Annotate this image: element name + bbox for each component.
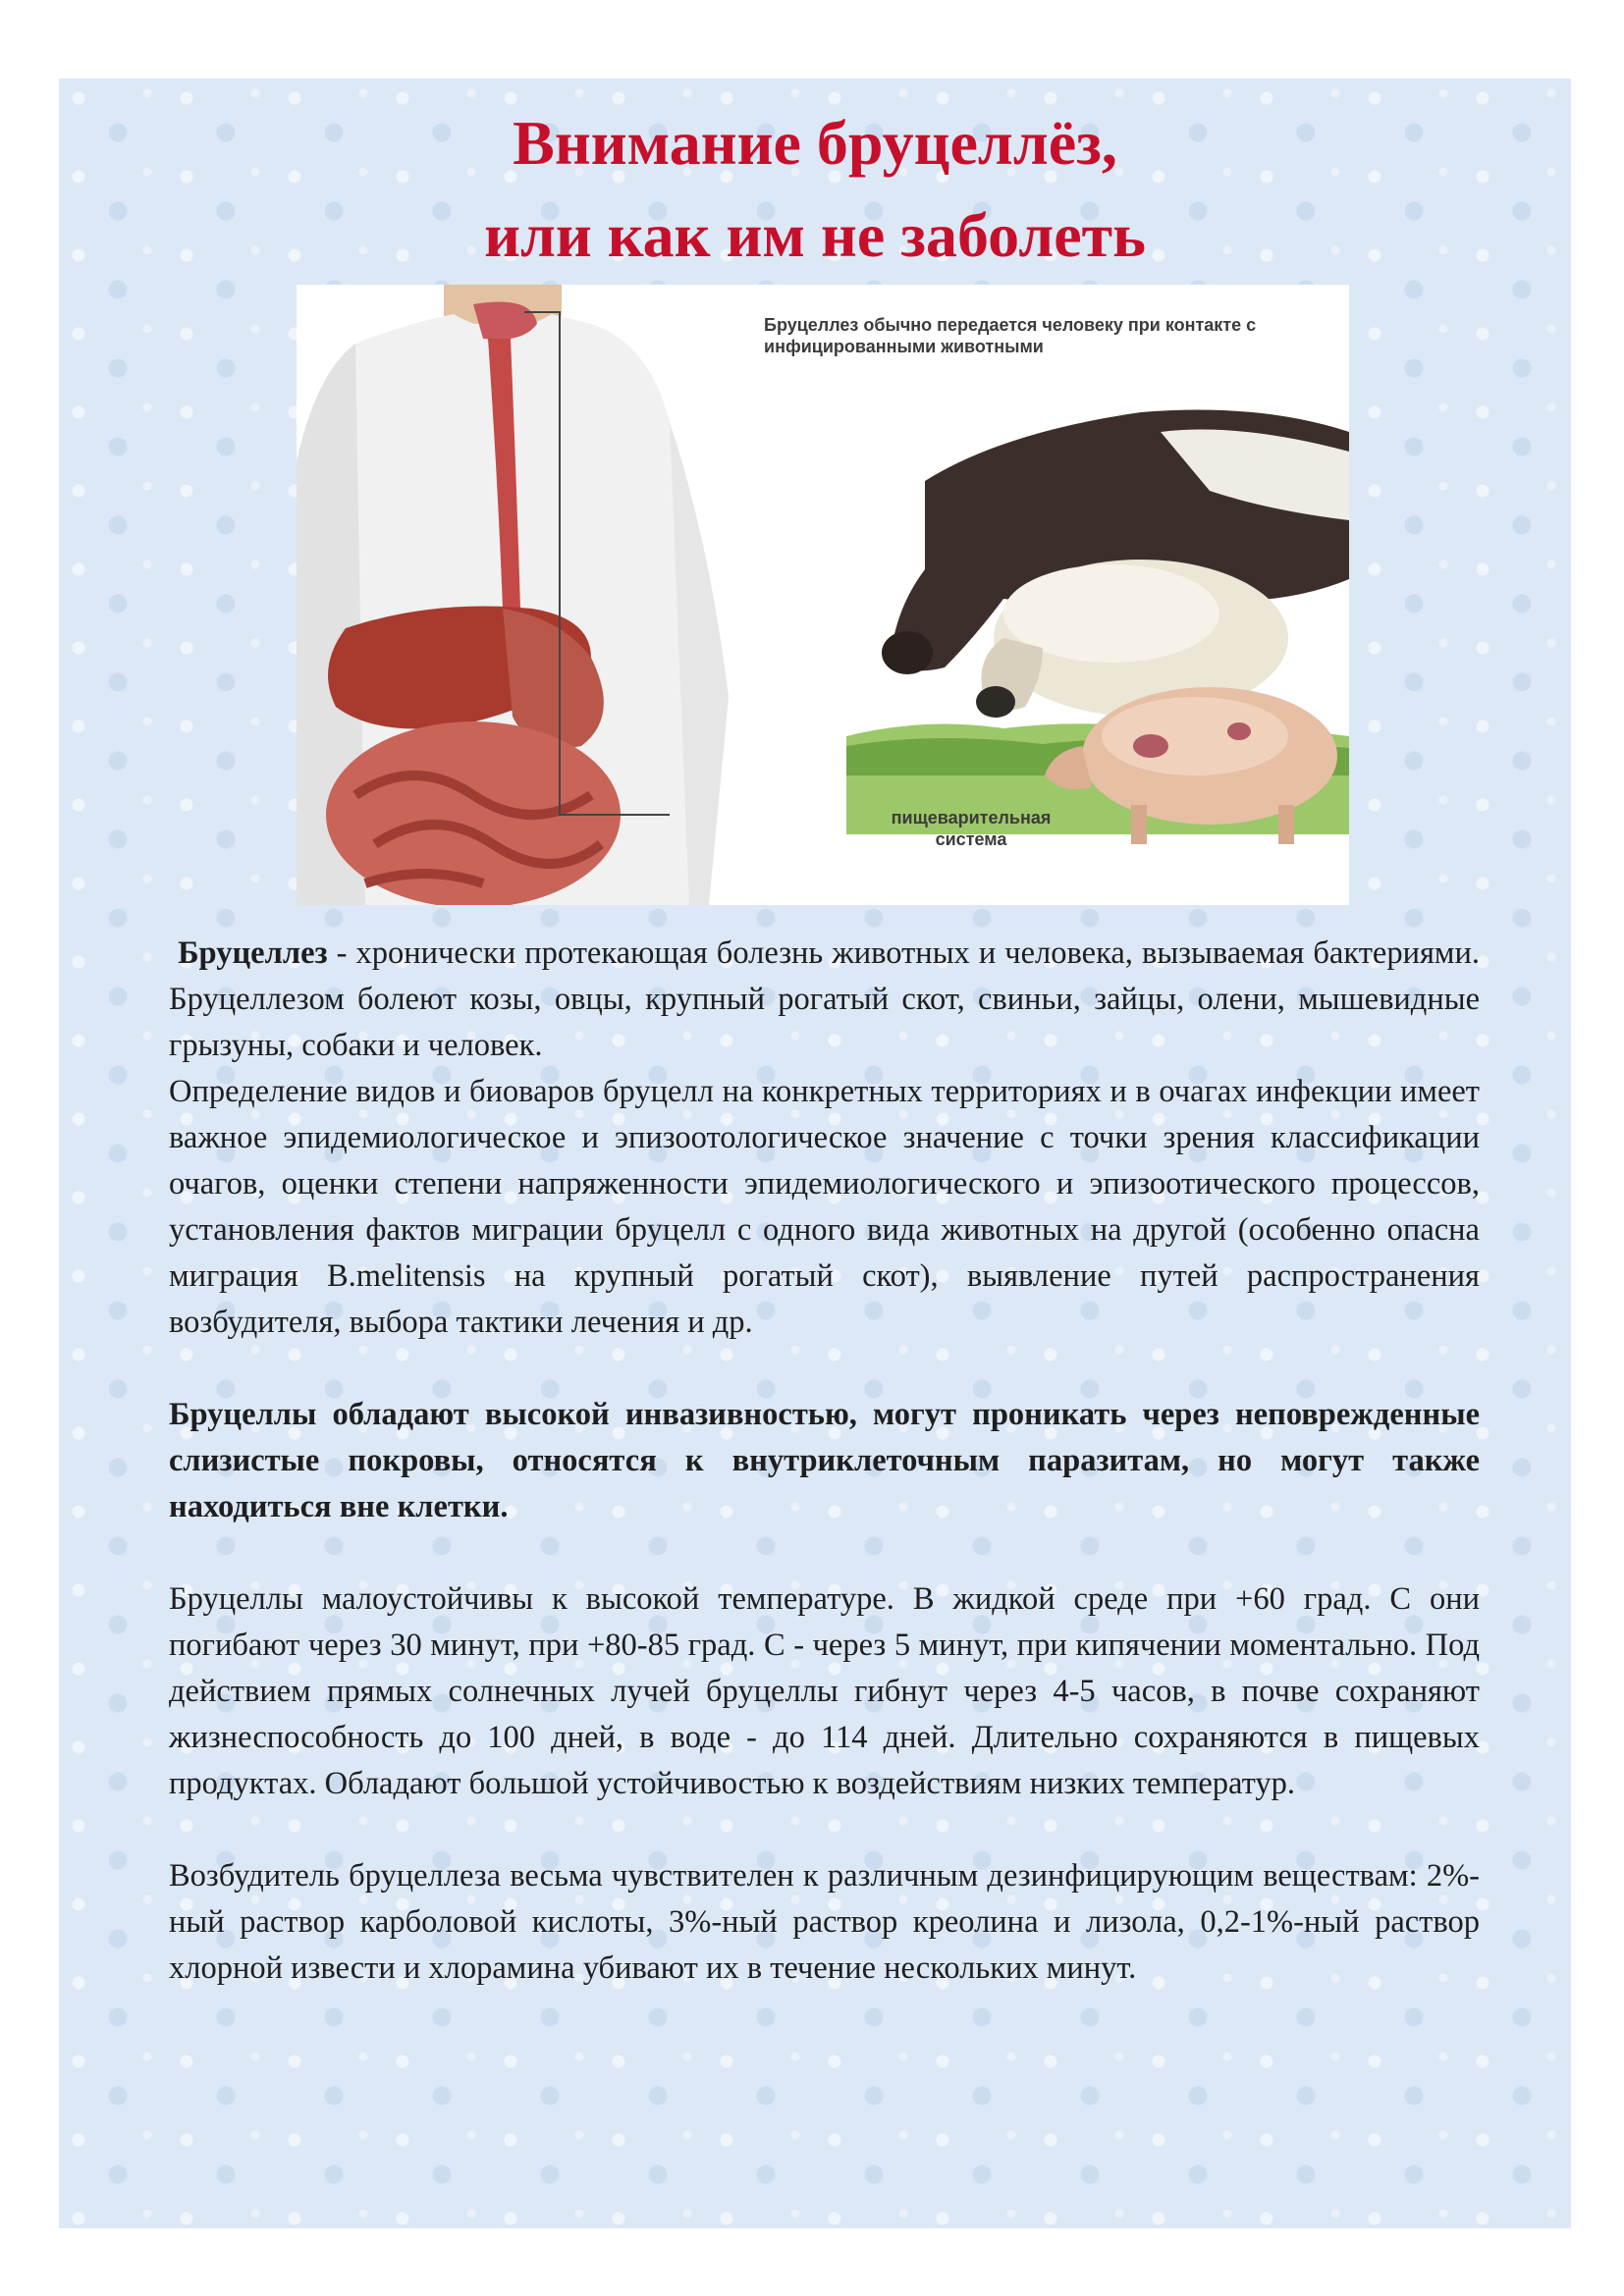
poster-sheet <box>59 79 1571 2228</box>
definition-text: - хронически протекающая болезнь животных и человека, вызываемая бактериями. Бруцеллезом болеют козы, овцы, крупный рогатый скот, свиньи, зайцы, олени, мышевидные грызуны, собаки и человек. <box>169 935 1480 1063</box>
illustration-caption-digestive-system: пищеварительная система <box>891 808 1052 849</box>
title-line-1: Внимание бруцеллёз, <box>513 108 1117 178</box>
paragraph-invasiveness: Бруцеллы обладают высокой инвазивностью, могут проникать через неповрежденные слизистые покровы, относятся к внутриклеточным паразитам, но могут также находиться вне клетки. <box>169 1397 1480 1524</box>
definition-term: Бруцеллез <box>178 935 328 971</box>
brucellosis-illustration <box>297 285 1349 905</box>
article-body <box>169 931 1480 1992</box>
paragraph-temperature-resistance: Бруцеллы малоустойчивы к высокой температуре. В жидкой среде при +60 град. С они погибают через 30 минут, при +80-85 град. С - через 5 минут, при кипячении моментально. Под действием прямых солнечных лучей бруцеллы гибнут через 4-5 часов, в почве сохраняют жизнеспособность до 100 дней, в воде - до 114 дней. Длительно сохраняются в пищевых продуктах. Обладают большой устойчивостью к воздействиям низких температур. <box>169 1581 1480 1801</box>
paragraph-definition <box>169 931 1480 1069</box>
paragraph-disinfection: Возбудитель бруцеллеза весьма чувствителен к различным дезинфицирующим веществам: 2%-ный раствор карболовой кислоты, 3%-ный раствор креолина и лизола, 0,2-1%-ный раствор хлорной извести и хлорамина убивают их в течение нескольких минут. <box>169 1858 1480 1986</box>
human-torso <box>297 285 729 905</box>
title-line-2: или как им не заболеть <box>484 200 1146 270</box>
illustration-caption-transmission: Бруцеллез обычно передается человеку при контакте с инфицированными животными <box>764 315 1257 356</box>
paragraph-epidemiology: Определение видов и биоваров бруцелл на конкретных территориях и в очагах инфекции имеет важное эпидемиологическое и эпизоотологическое значение с точки зрения классификации очагов, оценки степени напряженности эпидемиологического и эпизоотического процессов, установления фактов миграции бруцелл с одного вида животных на другой (особенно опасна миграция B.melitensis на крупный рогатый скот), выявление путей распространения возбудителя, выбора тактики лечения и др. <box>169 1074 1480 1340</box>
illustration-artwork <box>297 285 1349 905</box>
